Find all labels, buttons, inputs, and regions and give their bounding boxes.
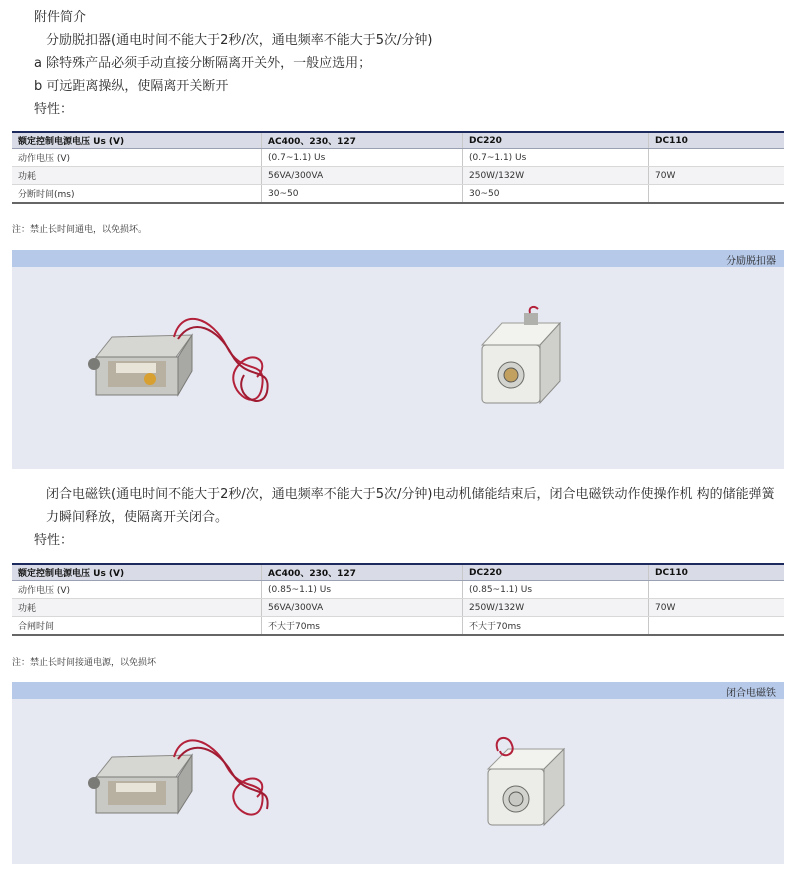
table-cell: (0.85~1.1) Us [463, 581, 649, 599]
table-header-row [12, 132, 784, 149]
table-header-cell: 额定控制电源电压 Us (V) [12, 564, 262, 581]
table-cell: 56VA/300VA [262, 599, 463, 617]
table-cell: (0.7~1.1) Us [463, 149, 649, 167]
table-header-cell: DC110 [649, 564, 785, 581]
intro-characteristics: 特性： [34, 102, 74, 117]
table-cell: 合闸时间 [12, 617, 262, 636]
table-cell: 70W [649, 599, 785, 617]
intro-title: 附件简介 [34, 10, 87, 25]
panel-label: 分励脱扣器 [726, 256, 776, 267]
table-cell: 250W/132W [463, 167, 649, 185]
table-cell: 70W [649, 167, 785, 185]
table-cell: 30~50 [262, 185, 463, 204]
table-cell [649, 581, 785, 599]
solenoid-image [88, 319, 268, 401]
table-cell: 56VA/300VA [262, 167, 463, 185]
intro-line-shunt-release: 分励脱扣器(通电时间不能大于2秒/次，通电频率不能大于5次/分钟) [46, 33, 433, 48]
table-cell: (0.7~1.1) Us [262, 149, 463, 167]
panel-header-closing-magnet [12, 682, 784, 699]
table-cell: 动作电压 (V) [12, 581, 262, 599]
panel-header-shunt-release [12, 250, 784, 267]
table-cell: 30~50 [463, 185, 649, 204]
intro-line-b: b 可远距离操纵，使隔离开关断开 [34, 79, 229, 94]
table-header-cell: DC220 [463, 564, 649, 581]
table-cell: 功耗 [12, 167, 262, 185]
table-row [12, 149, 784, 167]
table-cell: 不大于70ms [262, 617, 463, 636]
table-header-cell: AC400、230、127 [262, 564, 463, 581]
table-row [12, 599, 784, 617]
closing-magnet-characteristics: 特性： [34, 533, 74, 548]
table-header-row [12, 564, 784, 581]
closing-magnet-paragraph: 闭合电磁铁(通电时间不能大于2秒/次，通电频率不能大于5次/分钟)电动机储能结束后，闭合电磁铁动作使操作机 构的储能弹簧力瞬间释放，使隔离开关闭合。 [46, 487, 775, 525]
table-header-cell: DC110 [649, 132, 785, 149]
table-cell: 不大于70ms [463, 617, 649, 636]
product-photos [12, 267, 784, 469]
table-header-cell: AC400、230、127 [262, 132, 463, 149]
table-cell: 动作电压 (V) [12, 149, 262, 167]
table-row [12, 581, 784, 599]
table-cell: 250W/132W [463, 599, 649, 617]
table-header-cell: DC220 [463, 132, 649, 149]
table-row [12, 185, 784, 204]
table-cell: (0.85~1.1) Us [262, 581, 463, 599]
table-row [12, 167, 784, 185]
spec-table-shunt-release [12, 131, 784, 204]
spec-table-closing-magnet [12, 563, 784, 636]
table-cell: 功耗 [12, 599, 262, 617]
table-cell [649, 185, 785, 204]
intro-text [34, 6, 432, 121]
cube-coil-image [482, 307, 560, 403]
cube-coil-image [488, 738, 564, 825]
table-row [12, 617, 784, 636]
table-header-cell: 额定控制电源电压 Us (V) [12, 132, 262, 149]
table-cell [649, 617, 785, 636]
note-shunt-release: 注：禁止长时间通电，以免损坏。 [12, 225, 148, 235]
product-photos [12, 699, 784, 864]
table-cell: 分断时间(ms) [12, 185, 262, 204]
closing-magnet-description [34, 483, 786, 552]
product-image-panel-shunt-release [12, 267, 784, 469]
intro-line-a: a 除特殊产品必须手动直接分断隔离开关外，一般应选用； [34, 56, 372, 71]
table-cell [649, 149, 785, 167]
note-closing-magnet: 注：禁止长时间接通电源，以免损坏 [12, 658, 157, 668]
panel-label: 闭合电磁铁 [726, 688, 776, 699]
product-image-panel-closing-magnet [12, 699, 784, 864]
solenoid-image [88, 740, 268, 814]
